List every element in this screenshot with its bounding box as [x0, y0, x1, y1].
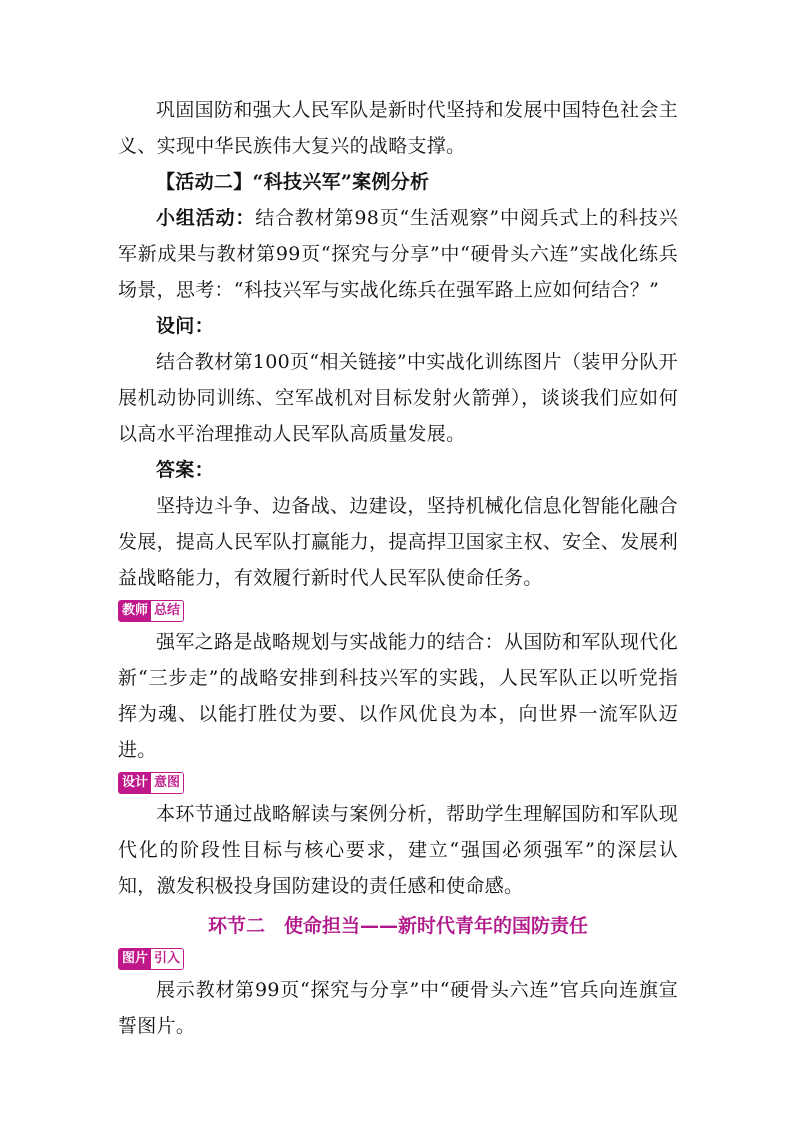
design-intent-tag [118, 772, 184, 794]
teacher-summary-tag-left: 教师 [119, 601, 151, 621]
picture-intro-paragraph: 展示教材第99页“探究与分享”中“硬骨头六连”官兵向连旗宣誓图片。 [118, 979, 678, 1037]
design-intent-tag-left: 设计 [119, 773, 151, 793]
teacher-summary-tag [118, 600, 184, 622]
picture-intro-tag-right: 引入 [151, 949, 183, 969]
question-paragraph: 结合教材第100页“相关链接”中实战化训练图片（装甲分队开展机动协同训练、空军战机对目标发射火箭弹），谈谈我们应如何以高水平治理推动人民军队高质量发展。 [118, 351, 678, 445]
group-activity-label: 小组活动： [156, 207, 256, 229]
design-intent-paragraph: 本环节通过战略解读与案例分析，帮助学生理解国防和军队现代化的阶段性目标与核心要求，建立“强国必须强军”的深层认知，激发积极投身国防建设的责任感和使命感。 [118, 803, 678, 897]
question-label: 设问： [156, 315, 214, 337]
design-intent-tag-right: 意图 [151, 773, 183, 793]
answer-label: 答案： [156, 459, 214, 481]
answer-paragraph: 坚持边斗争、边备战、边建设，坚持机械化信息化智能化融合发展，提高人民军队打赢能力，提高捍卫国家主权、安全、发展利益战略能力，有效履行新时代人民军队使命任务。 [118, 495, 678, 589]
group-activity-paragraph [118, 200, 678, 308]
section-title: 环节二 使命担当——新时代青年的国防责任 [207, 915, 588, 937]
intro-paragraph: 巩固国防和强大人民军队是新时代坚持和发展中国特色社会主义、实现中华民族伟大复兴的战略支撑。 [118, 99, 678, 157]
document-content [118, 92, 678, 1044]
teacher-summary-paragraph: 强军之路是战略规划与实战能力的结合：从国防和军队现代化新“三步走”的战略安排到科技兴军的实践，人民军队正以听党指挥为魂、以能打胜仗为要、以作风优良为本，向世界一流军队迈进。 [118, 631, 678, 761]
activity-title: 【活动二】“科技兴军”案例分析 [156, 171, 430, 193]
teacher-summary-tag-right: 总结 [151, 601, 183, 621]
picture-intro-tag-left: 图片 [119, 949, 151, 969]
picture-intro-tag [118, 948, 184, 970]
group-activity-text: 结合教材第98页“生活观察”中阅兵式上的科技兴军新成果与教材第99页“探究与分享”中“硬骨头六连”实战化练兵场景，思考：“科技兴军与实战化练兵在强军路上应如何结合？” [118, 207, 678, 301]
